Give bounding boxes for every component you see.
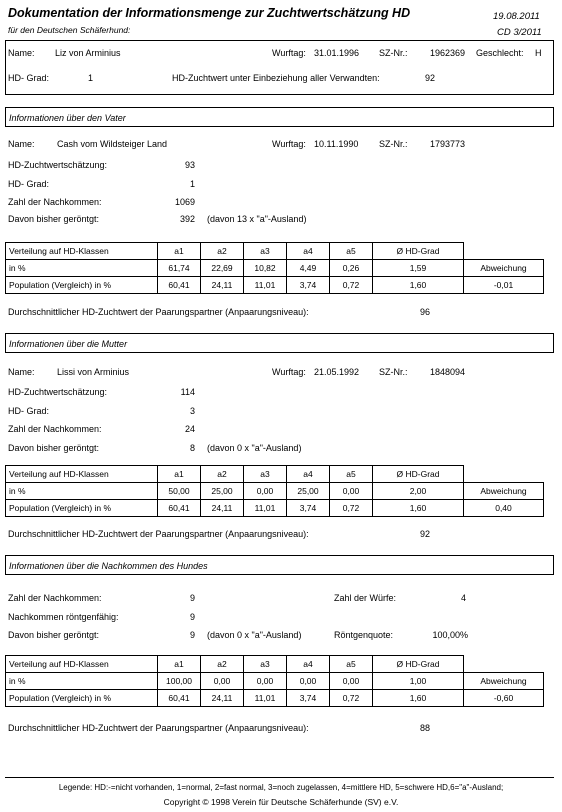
dog-hd-label: HD- Grad: bbox=[8, 73, 50, 83]
dog-zw-label: HD-Zuchtwert unter Einbeziehung aller Verwandten: bbox=[172, 73, 380, 83]
table-row-pct bbox=[6, 673, 544, 690]
mother-partner-label: Durchschnittlicher HD-Zuchtwert der Paarungspartner (Anpaarungsniveau): bbox=[8, 529, 309, 539]
cell-pct-a3: 10,82 bbox=[244, 260, 287, 277]
cell-pct-a1: 50,00 bbox=[158, 483, 201, 500]
deviation-value: -0,60 bbox=[464, 690, 544, 707]
offspring-xrayable-label: Nachkommen röntgenfähig: bbox=[8, 612, 119, 622]
dog-name-label: Name: bbox=[8, 48, 35, 58]
deviation-label: Abweichung bbox=[464, 483, 544, 500]
father-zws-label: HD-Zuchtwertschätzung: bbox=[8, 160, 108, 170]
table-header-a2: a2 bbox=[201, 656, 244, 673]
offspring-quote-label: Röntgenquote: bbox=[334, 630, 394, 640]
mother-sznr-label: SZ-Nr.: bbox=[379, 367, 408, 377]
table-header-avg: Ø HD-Grad bbox=[373, 466, 464, 483]
row-label-pop: Population (Vergleich) in % bbox=[6, 690, 158, 707]
mother-sznr: 1848094 bbox=[430, 367, 466, 377]
dog-hd: 1 bbox=[88, 73, 94, 83]
footer-copyright: Copyright © 1998 Verein für Deutsche Schäferhunde (SV) e.V. bbox=[163, 797, 399, 807]
table-header-a5: a5 bbox=[330, 466, 373, 483]
offspring-litters-label: Zahl der Würfe: bbox=[334, 593, 397, 603]
cell-pop-a2: 24,11 bbox=[201, 500, 244, 517]
cell-pct-a2: 25,00 bbox=[201, 483, 244, 500]
cell-pop-a4: 3,74 bbox=[287, 690, 330, 707]
father-offspring-label: Zahl der Nachkommen: bbox=[8, 197, 102, 207]
cell-pct-a4: 0,00 bbox=[287, 673, 330, 690]
table-header-a3: a3 bbox=[244, 243, 287, 260]
table-header-a1: a1 bbox=[158, 656, 201, 673]
document-title: Dokumentation der Informationsmenge zur Zuchtwertschätzung HD bbox=[8, 6, 411, 20]
cell-pct-a2: 22,69 bbox=[201, 260, 244, 277]
document-subtitle: für den Deutschen Schäferhund: bbox=[8, 25, 131, 35]
offspring-partner: 88 bbox=[420, 723, 431, 733]
cell-pop-a5: 0,72 bbox=[330, 690, 373, 707]
dog-wurftag-label: Wurftag: bbox=[272, 48, 306, 58]
table-header-a4: a4 bbox=[287, 466, 330, 483]
cell-pop-a3: 11,01 bbox=[244, 277, 287, 294]
cell-pop-a3: 11,01 bbox=[244, 500, 287, 517]
father-hd-label: HD- Grad: bbox=[8, 179, 50, 189]
offspring-count: 9 bbox=[189, 593, 195, 603]
table-blank-cell bbox=[464, 656, 544, 673]
table-header-a2: a2 bbox=[201, 466, 244, 483]
dog-sex: H bbox=[535, 48, 542, 58]
mother-distribution-table bbox=[5, 465, 544, 517]
mother-xrayed: 8 bbox=[189, 443, 195, 453]
offspring-quote: 100,00% bbox=[432, 630, 468, 640]
table-header-a5: a5 bbox=[330, 656, 373, 673]
father-sznr: 1793773 bbox=[430, 139, 466, 149]
table-header-label: Verteilung auf HD-Klassen bbox=[6, 243, 158, 260]
offspring-partner-label: Durchschnittlicher HD-Zuchtwert der Paarungspartner (Anpaarungsniveau): bbox=[8, 723, 309, 733]
row-label-pop: Population (Vergleich) in % bbox=[6, 500, 158, 517]
cell-pct-avg: 2,00 bbox=[373, 483, 464, 500]
mother-hd-label: HD- Grad: bbox=[8, 406, 50, 416]
table-header-avg: Ø HD-Grad bbox=[373, 243, 464, 260]
father-offspring: 1069 bbox=[174, 197, 195, 207]
mother-zws: 114 bbox=[180, 387, 195, 397]
cell-pop-a1: 60,41 bbox=[158, 690, 201, 707]
dog-zw: 92 bbox=[425, 73, 436, 83]
offspring-xrayable: 9 bbox=[189, 612, 195, 622]
dog-name: Liz von Arminius bbox=[55, 48, 121, 58]
father-xrayed-note: (davon 13 x "a"-Ausland) bbox=[207, 214, 307, 224]
footer-legend: Legende: HD:-=nicht vorhanden, 1=normal, 2=fast normal, 3=noch zugelassen, 4=mittlere HD, 5=schwere HD,6="a"-Ausland; bbox=[58, 783, 504, 792]
cell-pop-avg: 1,60 bbox=[373, 277, 464, 294]
table-header-a1: a1 bbox=[158, 466, 201, 483]
document-date: 19.08.2011 bbox=[493, 11, 540, 22]
table-header-a1: a1 bbox=[158, 243, 201, 260]
mother-wurftag: 21.05.1992 bbox=[314, 367, 360, 377]
offspring-section-header: Informationen über die Nachkommen des Hundes bbox=[5, 555, 554, 575]
father-sznr-label: SZ-Nr.: bbox=[379, 139, 408, 149]
deviation-label: Abweichung bbox=[464, 673, 544, 690]
cell-pct-a3: 0,00 bbox=[244, 673, 287, 690]
deviation-value: 0,40 bbox=[464, 500, 544, 517]
offspring-xrayed: 9 bbox=[189, 630, 195, 640]
offspring-litters: 4 bbox=[460, 593, 466, 603]
father-hd: 1 bbox=[189, 179, 195, 189]
cell-pct-a5: 0,00 bbox=[330, 483, 373, 500]
mother-name: Lissi von Arminius bbox=[57, 367, 130, 377]
father-name-label: Name: bbox=[8, 139, 35, 149]
table-header-a3: a3 bbox=[244, 656, 287, 673]
dog-sex-label: Geschlecht: bbox=[476, 48, 524, 58]
table-row-pop bbox=[6, 690, 544, 707]
table-header-a2: a2 bbox=[201, 243, 244, 260]
cell-pct-a4: 4,49 bbox=[287, 260, 330, 277]
cell-pct-a5: 0,00 bbox=[330, 673, 373, 690]
table-row-pop bbox=[6, 500, 544, 517]
offspring-count-label: Zahl der Nachkommen: bbox=[8, 593, 102, 603]
offspring-xrayed-label: Davon bisher geröntgt: bbox=[8, 630, 100, 640]
father-zws: 93 bbox=[184, 160, 195, 170]
father-partner-label: Durchschnittlicher HD-Zuchtwert der Paarungspartner (Anpaarungsniveau): bbox=[8, 307, 309, 317]
father-xrayed-label: Davon bisher geröntgt: bbox=[8, 214, 100, 224]
cell-pop-avg: 1,60 bbox=[373, 500, 464, 517]
table-header-a5: a5 bbox=[330, 243, 373, 260]
cell-pct-a1: 100,00 bbox=[158, 673, 201, 690]
row-label-pct: in % bbox=[6, 260, 158, 277]
cell-pct-a1: 61,74 bbox=[158, 260, 201, 277]
row-label-pct: in % bbox=[6, 673, 158, 690]
document-reference: CD 3/2011 bbox=[497, 27, 542, 38]
dog-sznr-label: SZ-Nr.: bbox=[379, 48, 408, 58]
deviation-value: -0,01 bbox=[464, 277, 544, 294]
cell-pop-a2: 24,11 bbox=[201, 277, 244, 294]
table-header-a3: a3 bbox=[244, 466, 287, 483]
mother-xrayed-note: (davon 0 x "a"-Ausland) bbox=[207, 443, 302, 453]
row-label-pop: Population (Vergleich) in % bbox=[6, 277, 158, 294]
table-header-a4: a4 bbox=[287, 656, 330, 673]
cell-pop-a4: 3,74 bbox=[287, 500, 330, 517]
cell-pop-a5: 0,72 bbox=[330, 500, 373, 517]
footer-divider bbox=[5, 777, 554, 778]
cell-pop-a1: 60,41 bbox=[158, 500, 201, 517]
table-row-pct bbox=[6, 483, 544, 500]
cell-pop-a5: 0,72 bbox=[330, 277, 373, 294]
mother-name-label: Name: bbox=[8, 367, 35, 377]
cell-pct-a3: 0,00 bbox=[244, 483, 287, 500]
father-wurftag: 10.11.1990 bbox=[314, 139, 359, 149]
mother-xrayed-label: Davon bisher geröntgt: bbox=[8, 443, 100, 453]
cell-pop-a2: 24,11 bbox=[201, 690, 244, 707]
dog-sznr: 1962369 bbox=[430, 48, 466, 58]
cell-pop-a1: 60,41 bbox=[158, 277, 201, 294]
father-wurftag-label: Wurftag: bbox=[272, 139, 306, 149]
table-row-pct bbox=[6, 260, 544, 277]
cell-pct-avg: 1,00 bbox=[373, 673, 464, 690]
father-name: Cash vom Wildsteiger Land bbox=[57, 139, 168, 149]
mother-zws-label: HD-Zuchtwertschätzung: bbox=[8, 387, 108, 397]
dog-wurftag: 31.01.1996 bbox=[314, 48, 360, 58]
offspring-distribution-table bbox=[5, 655, 544, 707]
table-row-pop bbox=[6, 277, 544, 294]
father-section-header: Informationen über den Vater bbox=[5, 107, 554, 127]
father-distribution-table bbox=[5, 242, 544, 294]
table-blank-cell bbox=[464, 243, 544, 260]
cell-pop-a3: 11,01 bbox=[244, 690, 287, 707]
table-header-row bbox=[6, 243, 544, 260]
mother-wurftag-label: Wurftag: bbox=[272, 367, 306, 377]
mother-partner: 92 bbox=[420, 529, 431, 539]
cell-pop-avg: 1,60 bbox=[373, 690, 464, 707]
father-xrayed: 392 bbox=[179, 214, 195, 224]
deviation-label: Abweichung bbox=[464, 260, 544, 277]
table-blank-cell bbox=[464, 466, 544, 483]
table-header-row bbox=[6, 656, 544, 673]
table-header-a4: a4 bbox=[287, 243, 330, 260]
mother-section-header: Informationen über die Mutter bbox=[5, 333, 554, 353]
cell-pop-a4: 3,74 bbox=[287, 277, 330, 294]
cell-pct-a5: 0,26 bbox=[330, 260, 373, 277]
table-header-label: Verteilung auf HD-Klassen bbox=[6, 466, 158, 483]
cell-pct-a4: 25,00 bbox=[287, 483, 330, 500]
row-label-pct: in % bbox=[6, 483, 158, 500]
table-header-avg: Ø HD-Grad bbox=[373, 656, 464, 673]
mother-offspring-label: Zahl der Nachkommen: bbox=[8, 424, 102, 434]
table-header-row bbox=[6, 466, 544, 483]
mother-offspring: 24 bbox=[184, 424, 195, 434]
father-partner: 96 bbox=[420, 307, 431, 317]
cell-pct-a2: 0,00 bbox=[201, 673, 244, 690]
cell-pct-avg: 1,59 bbox=[373, 260, 464, 277]
table-header-label: Verteilung auf HD-Klassen bbox=[6, 656, 158, 673]
mother-hd: 3 bbox=[189, 406, 195, 416]
offspring-xrayed-note: (davon 0 x "a"-Ausland) bbox=[207, 630, 302, 640]
